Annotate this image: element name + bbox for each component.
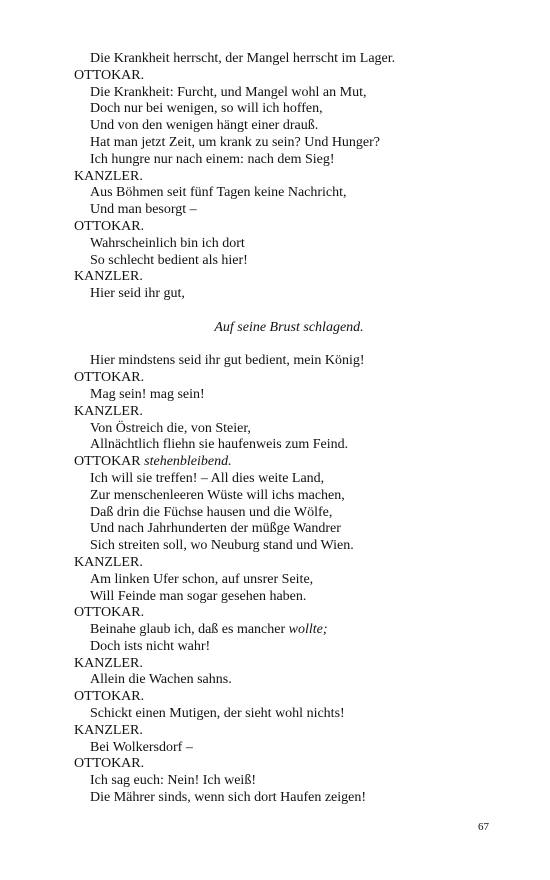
verse-line: So schlecht bedient als hier!: [90, 252, 248, 268]
verse-line: Schickt einen Mutigen, der sieht wohl nichts!: [90, 706, 345, 722]
verse-text: Beinahe glaub ich, daß es mancher: [90, 622, 286, 638]
speaker-name: OTTOKAR.: [74, 756, 145, 772]
speaker-name: OTTOKAR.: [74, 605, 145, 621]
blank-line: [74, 337, 494, 354]
verse-line: Die Krankheit: Furcht, und Mangel wohl an Mut,: [90, 84, 367, 100]
emphasized-word: wollte;: [288, 622, 328, 638]
speaker-name: OTTOKAR.: [74, 218, 145, 234]
verse-line: Und nach Jahrhunderten der müßge Wandrer: [90, 521, 341, 537]
speaker-name: OTTOKAR.: [74, 689, 145, 705]
verse-line: Und man besorgt –: [90, 202, 197, 218]
speaker-name: OTTOKAR: [74, 454, 141, 470]
verse-line: Will Feinde man sogar gesehen haben.: [90, 588, 307, 604]
verse-line: Wahrscheinlich bin ich dort: [90, 235, 245, 251]
verse-line: Ich hungre nur nach einem: nach dem Sieg!: [90, 151, 335, 167]
verse-line: Doch nur bei wenigen, so will ich hoffen,: [90, 101, 323, 117]
verse-line: Die Krankheit herrscht, der Mangel herrscht im Lager.: [90, 51, 396, 66]
speaker-name: KANZLER.: [74, 269, 143, 285]
verse-line: Hier seid ihr gut,: [90, 286, 185, 302]
verse-line: Sich streiten soll, wo Neuburg stand und Wien.: [90, 538, 354, 554]
speaker-direction: stehenbleibend.: [144, 454, 232, 470]
speaker-name: KANZLER.: [74, 722, 143, 738]
speaker-name: KANZLER.: [74, 655, 143, 671]
verse-line: Die Mährer sinds, wenn sich dort Haufen zeigen!: [90, 790, 367, 806]
verse-line: Daß drin die Füchse hausen und die Wölfe,: [90, 504, 333, 520]
verse-line: Am linken Ufer schon, auf unsrer Seite,: [90, 571, 314, 587]
verse-line: Allein die Wachen sahns.: [90, 672, 232, 688]
speaker-name: KANZLER.: [74, 403, 143, 419]
speaker-name: OTTOKAR.: [74, 67, 145, 83]
stage-direction: Auf seine Brust schlagend.: [214, 319, 364, 335]
verse-line: Von Östreich die, von Steier,: [90, 420, 251, 436]
verse-line: Ich will sie treffen! – All dies weite Land,: [90, 470, 325, 486]
verse-line: Hat man jetzt Zeit, um krank zu sein? Und Hunger?: [90, 134, 381, 150]
verse-line: Und von den wenigen hängt einer drauß.: [90, 118, 319, 134]
play-text: [74, 51, 494, 807]
verse-line: Mag sein! mag sein!: [90, 386, 205, 402]
verse-line: Ich sag euch: Nein! Ich weiß!: [90, 773, 256, 789]
speaker-name: KANZLER.: [74, 554, 143, 570]
speaker-with-direction: [74, 454, 494, 471]
speaker-name: OTTOKAR.: [74, 370, 145, 386]
verse-line: Aus Böhmen seit fünf Tagen keine Nachricht,: [90, 185, 347, 201]
verse-line: [74, 622, 494, 639]
verse-line: Bei Wolkersdorf –: [90, 739, 193, 755]
page-number: 67: [478, 821, 489, 833]
verse-line: Doch ists nicht wahr!: [90, 638, 211, 654]
verse-line: Allnächtlich fliehn sie haufenweis zum Feind.: [90, 437, 349, 453]
speaker-name: KANZLER.: [74, 168, 143, 184]
verse-line: Zur menschenleeren Wüste will ichs machen,: [90, 487, 345, 503]
verse-line: Hier mindstens seid ihr gut bedient, mein König!: [90, 353, 365, 369]
blank-line: [74, 303, 494, 320]
